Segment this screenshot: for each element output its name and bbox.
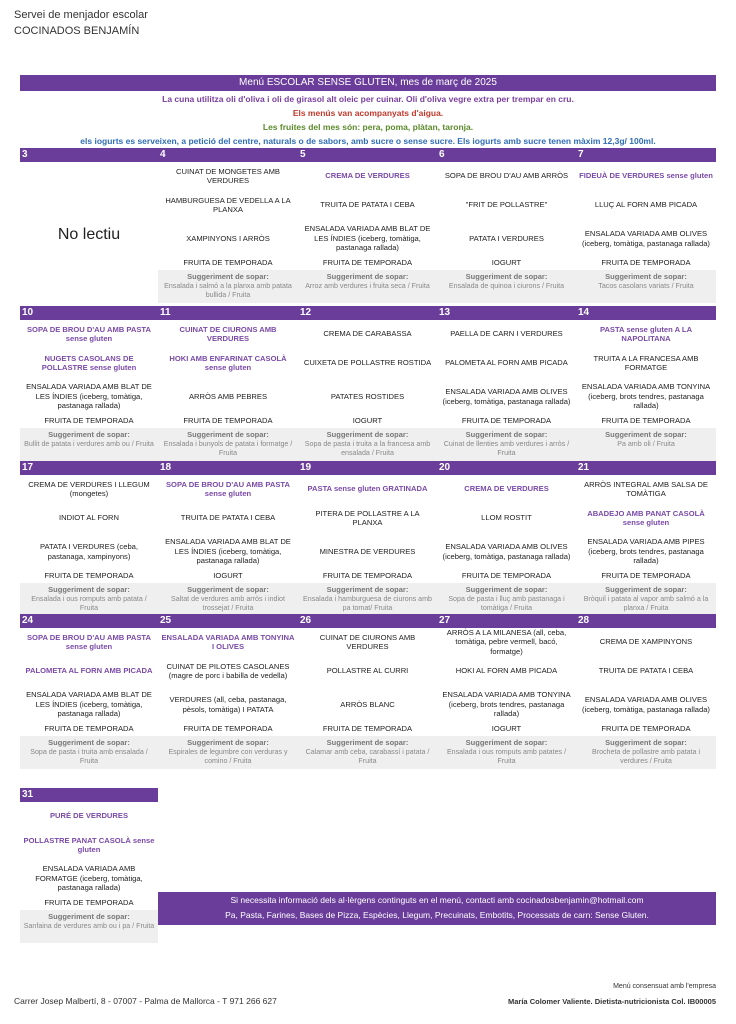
meal-course bbox=[300, 628, 435, 656]
meal-course bbox=[300, 348, 435, 378]
meal-course bbox=[160, 348, 296, 378]
meal-text: FRUITA DE TEMPORADA bbox=[44, 571, 134, 581]
meal-text: ARRÒS A LA MILANESA (all, ceba, tomàtiga, pebre vermell, bacó, formatge) bbox=[446, 627, 567, 656]
meal-course bbox=[578, 257, 714, 269]
meal-text: ENSALADA VARIADA AMB FORMATGE (iceberg, tomàtiga, pastanaga rallada) bbox=[35, 864, 143, 893]
meal-course bbox=[300, 656, 435, 686]
meal-text: ENSALADA VARIADA AMB BLAT DE LES ÍNDIES (iceberg, tomàtiga, pastanaga rallada) bbox=[26, 382, 152, 411]
meal-course bbox=[160, 378, 296, 415]
supper-suggestion bbox=[576, 270, 716, 303]
day-cell bbox=[298, 306, 437, 461]
day-number: 18 bbox=[160, 462, 172, 473]
day-number: 6 bbox=[439, 149, 445, 160]
meal-course bbox=[160, 220, 296, 257]
meal-course bbox=[22, 802, 156, 830]
supper-text: Ensalada de quinoa i ciurons / Fruita bbox=[448, 282, 565, 290]
supper-label: Suggeriment de sopar: bbox=[48, 912, 130, 921]
meal-course bbox=[22, 415, 156, 427]
meal-course bbox=[300, 220, 435, 257]
meal-course bbox=[439, 503, 574, 533]
note-line: els iogurts es serveixen, a petició del centre, naturals o de sabors, amb sucre o sense sucre. Els iogurts amb sucre tenen màxim 12,3g/ 100ml. bbox=[80, 136, 656, 146]
meal-course bbox=[160, 686, 296, 723]
service-title: Servei de menjador escolar bbox=[14, 9, 148, 21]
meal-text: CREMA DE VERDURES I LLEGUM (mongetes) bbox=[28, 479, 150, 498]
supper-label: Suggeriment de sopar: bbox=[326, 738, 409, 747]
supper-label: Suggeriment de sopar: bbox=[465, 430, 548, 439]
supper-suggestion bbox=[298, 270, 437, 303]
meal-course bbox=[439, 570, 574, 582]
day-number: 14 bbox=[578, 307, 590, 318]
meal-text: ENSALADA VARIADA AMB TONYINA (iceberg, brots tendres, pastanaga rallada) bbox=[581, 382, 711, 411]
meal-text: SOPA DE BROU D'AU AMB PASTA sense gluten bbox=[26, 632, 151, 651]
day-number: 26 bbox=[300, 615, 312, 626]
supper-suggestion bbox=[20, 910, 158, 943]
supper-suggestion bbox=[437, 736, 576, 769]
supper-label: Suggeriment de sopar: bbox=[465, 738, 548, 747]
meal-course bbox=[22, 830, 156, 860]
meal-text: FRUITA DE TEMPORADA bbox=[44, 724, 134, 734]
supper-suggestion bbox=[576, 583, 716, 616]
supper-suggestion bbox=[20, 736, 158, 769]
meal-text: PURÉ DE VERDURES bbox=[49, 811, 129, 821]
meal-course bbox=[160, 656, 296, 686]
meal-text: FRUITA DE TEMPORADA bbox=[322, 258, 413, 268]
day-number: 3 bbox=[22, 149, 28, 160]
supper-text: Espirales de legumbre con verduras y comino / Fruita bbox=[168, 748, 288, 765]
day-cell bbox=[437, 461, 576, 616]
meal-text: ENSALADA VARIADA AMB PIPES (iceberg, brots tendres, pastanaga rallada) bbox=[587, 537, 705, 566]
meal-course bbox=[439, 257, 574, 269]
meal-text: FRUITA DE TEMPORADA bbox=[44, 898, 134, 908]
meal-course bbox=[439, 320, 574, 348]
meal-course bbox=[578, 220, 714, 257]
day-cell bbox=[298, 148, 437, 303]
meal-text: FRUITA DE TEMPORADA bbox=[183, 416, 273, 426]
supper-label: Suggeriment de sopar: bbox=[326, 430, 409, 439]
meal-course bbox=[300, 257, 435, 269]
supper-label: Suggeriment de sopar: bbox=[187, 738, 269, 747]
meal-course bbox=[578, 162, 714, 190]
supper-suggestion bbox=[437, 428, 576, 461]
meal-text: CREMA DE CARABASSA bbox=[323, 329, 412, 339]
supper-suggestion bbox=[20, 583, 158, 616]
meal-text: FIDEUÀ DE VERDURES sense gluten bbox=[579, 171, 713, 181]
meal-text: TRUITA DE PATATA I CEBA bbox=[180, 513, 276, 523]
meal-text: FRUITA DE TEMPORADA bbox=[601, 258, 691, 268]
meal-text: ENSALADA VARIADA AMB BLAT DE LES ÍNDIES (iceberg, tomàtiga, pastanaga rallada) bbox=[26, 690, 152, 719]
meal-course bbox=[578, 533, 714, 570]
supper-text: Brocheta de pollastre amb patata i verdures / Fruita bbox=[591, 748, 701, 765]
meal-text: IOGURT bbox=[352, 416, 383, 426]
meal-course bbox=[578, 628, 714, 656]
meal-text: SOPA DE BROU D'AU AMB ARRÒS bbox=[444, 171, 569, 181]
supper-text: Saltat de verdures amb arròs i indiot trossejat / Fruita bbox=[171, 595, 285, 612]
meal-course bbox=[160, 257, 296, 269]
day-cell bbox=[20, 461, 158, 616]
day-cell bbox=[158, 461, 298, 616]
supper-text: Tacos casolans variats / Fruita bbox=[598, 282, 694, 290]
day-cell bbox=[576, 306, 716, 461]
meal-course bbox=[160, 190, 296, 220]
supper-text: Ensalada i hamburguesa de ciurons amb pa tomat/ Fruita bbox=[303, 595, 432, 612]
meal-course bbox=[578, 723, 714, 735]
meal-course bbox=[22, 378, 156, 415]
meal-text: PALOMETA AL FORN AMB PICADA bbox=[445, 358, 568, 368]
supper-text: Sopa de pasta i lluç amb pastanaga i tomàtiga / Fruita bbox=[448, 595, 565, 612]
day-cell bbox=[158, 306, 298, 461]
meal-course bbox=[300, 475, 435, 503]
meal-text: TRUITA A LA FRANCESA AMB FORMATGE bbox=[593, 353, 699, 372]
supper-text: Bullit de patata i verdures amb ou / Fruita bbox=[24, 440, 154, 448]
meal-text: ENSALADA VARIADA AMB OLIVES (iceberg, tomàtiga, pastanaga rallada) bbox=[582, 229, 710, 248]
meal-text: XAMPINYONS I ARRÒS bbox=[186, 233, 270, 243]
note-line: La cuna utilitza oli d'oliva i oli de girasol alt oleic per cuinar. Oli d'oliva vegre extra per trempar en cru. bbox=[162, 94, 574, 104]
supper-suggestion bbox=[576, 736, 716, 769]
day-number: 20 bbox=[439, 462, 451, 473]
footer-address: Carrer Josep Malbertí, 8 - 07007 - Palma de Mallorca - T 971 266 627 bbox=[14, 996, 277, 1006]
meal-course bbox=[439, 533, 574, 570]
meal-text: CUIXETA DE POLLASTRE ROSTIDA bbox=[303, 358, 432, 368]
meal-course bbox=[22, 475, 156, 503]
meal-course bbox=[22, 860, 156, 897]
day-number: 28 bbox=[578, 615, 590, 626]
supper-suggestion bbox=[437, 270, 576, 303]
meal-text: ENSALADA VARIADA AMB OLIVES (iceberg, tomàtiga, pastanaga rallada) bbox=[442, 542, 571, 561]
meal-course bbox=[578, 378, 714, 415]
meal-text: CREMA DE VERDURES bbox=[464, 484, 549, 494]
meal-text: FRUITA DE TEMPORADA bbox=[601, 724, 691, 734]
meal-course bbox=[578, 503, 714, 533]
meal-text: ARRÒS BLANC bbox=[340, 699, 395, 709]
meal-course bbox=[300, 723, 435, 735]
supper-label: Suggeriment de sopar: bbox=[465, 272, 548, 281]
meal-course bbox=[22, 628, 156, 656]
meal-text: IOGURT bbox=[213, 571, 243, 581]
supper-text: Ensalada i salmó a la planxa amb patata bullida / Fruita bbox=[164, 282, 292, 299]
meal-text: LLOM ROSTIT bbox=[481, 513, 532, 523]
supper-text: Sopa de pasta i truita amb ensalada / Fruita bbox=[30, 748, 148, 765]
supper-text: Sopa de pasta i truita a la francesa amb ensalada / Fruita bbox=[304, 440, 431, 457]
meal-text: TRUITA DE PATATA I CEBA bbox=[598, 666, 694, 676]
meal-course bbox=[160, 320, 296, 348]
supper-label: Suggeriment de sopar: bbox=[48, 430, 130, 439]
meal-course bbox=[439, 348, 574, 378]
day-number: 12 bbox=[300, 307, 312, 318]
no-lectiu-label: No lectiu bbox=[57, 226, 121, 243]
meal-course bbox=[578, 570, 714, 582]
supper-label: Suggeriment de sopar: bbox=[48, 585, 130, 594]
meal-course bbox=[300, 570, 435, 582]
week-row bbox=[20, 461, 716, 616]
supper-text: Sanfaina de verdures amb ou i pa / Fruita bbox=[23, 922, 155, 930]
allergen-contact: Si necessita informació dels al·lèrgens continguts en el menú, contacti amb cocinadosbenjamin@hotmail.com bbox=[230, 895, 644, 905]
meal-text: HOKI AMB ENFARINAT CASOLÀ sense gluten bbox=[169, 353, 287, 372]
meal-course bbox=[439, 220, 574, 257]
supper-label: Suggeriment de sopar: bbox=[326, 272, 409, 281]
meal-text: POLLASTRE AL CURRI bbox=[326, 666, 409, 676]
meal-text: INDIOT AL FORN bbox=[59, 513, 119, 523]
meal-text: ABADEJO AMB PANAT CASOLÀ sense gluten bbox=[587, 508, 705, 527]
meal-text: ARRÒS AMB PEBRES bbox=[188, 391, 268, 401]
meal-text: ENSALADA VARIADA AMB OLIVES (iceberg, tomàtiga, pastanaga rallada) bbox=[442, 387, 571, 406]
meal-text: IOGURT bbox=[491, 724, 522, 734]
supper-suggestion bbox=[20, 428, 158, 461]
meal-text: ENSALADA VARIADA AMB BLAT DE LES ÍNDIES (iceberg, tomàtiga, pastanaga rallada) bbox=[165, 537, 291, 566]
week-row bbox=[20, 148, 716, 303]
meal-course bbox=[22, 533, 156, 570]
meal-text: HOKI AL FORN AMB PICADA bbox=[455, 666, 558, 676]
day-cell bbox=[20, 788, 158, 943]
meal-course bbox=[300, 320, 435, 348]
supper-suggestion bbox=[298, 736, 437, 769]
meal-text: FRUITA DE TEMPORADA bbox=[183, 258, 273, 268]
supper-suggestion bbox=[298, 428, 437, 461]
meal-course bbox=[439, 475, 574, 503]
allergen-info-box bbox=[158, 892, 716, 925]
day-cell bbox=[20, 306, 158, 461]
supper-text: Ensalada i ous romputs amb patates / Fruita bbox=[446, 748, 567, 765]
footer-dietitian: María Colomer Valiente. Dietista-nutricionista Col. IB00005 bbox=[508, 997, 716, 1006]
supper-text: Cuinat de llenties amb verdures i arròs / Fruita bbox=[443, 440, 570, 457]
day-number: 7 bbox=[578, 149, 584, 160]
meal-course bbox=[439, 656, 574, 686]
day-number: 17 bbox=[22, 462, 34, 473]
meal-course bbox=[160, 533, 296, 570]
supper-label: Suggeriment de sopar: bbox=[187, 272, 269, 281]
meal-text: SOPA DE BROU D'AU AMB PASTA sense gluten bbox=[165, 479, 290, 498]
supper-text: Ensalada i ous romputs amb patata / Fruita bbox=[31, 595, 147, 612]
day-cell bbox=[298, 614, 437, 769]
menu-banner: Menú ESCOLAR SENSE GLUTEN, mes de març de 2025 bbox=[20, 75, 716, 91]
meal-course bbox=[439, 628, 574, 656]
day-number: 10 bbox=[22, 307, 34, 318]
meal-course bbox=[578, 415, 714, 427]
meal-course bbox=[160, 628, 296, 656]
meal-course bbox=[300, 533, 435, 570]
day-cell bbox=[437, 148, 576, 303]
supper-suggestion bbox=[576, 428, 716, 461]
meal-course bbox=[160, 723, 296, 735]
day-number: 24 bbox=[22, 615, 34, 626]
meal-text: ARRÒS INTEGRAL AMB SALSA DE TOMÀTIGA bbox=[584, 479, 708, 498]
supper-suggestion bbox=[158, 428, 298, 461]
meal-text: ENSALADA VARIADA AMB OLIVES (iceberg, tomàtiga, pastanaga rallada) bbox=[582, 695, 710, 714]
meal-text: NUGETS CASOLANS DE POLLASTRE sense gluten bbox=[41, 353, 137, 372]
supper-label: Suggeriment de sopar: bbox=[605, 272, 687, 281]
supper-label: Suggeriment de sopar: bbox=[605, 585, 687, 594]
supper-label: Suggeriment de sopar: bbox=[605, 738, 687, 747]
supper-suggestion bbox=[158, 736, 298, 769]
week-row bbox=[20, 614, 716, 769]
day-cell bbox=[576, 461, 716, 616]
meal-text: HAMBURGUESA DE VEDELLA A LA PLANXA bbox=[165, 195, 291, 214]
meal-course bbox=[160, 475, 296, 503]
meal-course bbox=[439, 686, 574, 723]
meal-text: CUINAT DE MONGETES AMB VERDURES bbox=[176, 166, 280, 185]
meal-course bbox=[439, 378, 574, 415]
meal-course bbox=[578, 348, 714, 378]
meal-text: "FRIT DE POLLASTRE" bbox=[465, 200, 548, 210]
meal-course bbox=[22, 348, 156, 378]
meal-course bbox=[160, 570, 296, 582]
meal-text: FRUITA DE TEMPORADA bbox=[322, 571, 413, 581]
meal-course bbox=[22, 897, 156, 909]
meal-text: CREMA DE VERDURES bbox=[325, 171, 410, 181]
meal-text: FRUITA DE TEMPORADA bbox=[461, 416, 552, 426]
supper-text: Ensalada i bunyols de patata i formatge / Fruita bbox=[163, 440, 293, 457]
meal-course bbox=[300, 190, 435, 220]
meal-text: FRUITA DE TEMPORADA bbox=[461, 571, 552, 581]
meal-course bbox=[578, 190, 714, 220]
meal-text: FRUITA DE TEMPORADA bbox=[183, 724, 273, 734]
meal-text: FRUITA DE TEMPORADA bbox=[601, 571, 691, 581]
meal-course bbox=[22, 656, 156, 686]
meal-text: MINESTRA DE VERDURES bbox=[319, 546, 416, 556]
supper-text: Pa amb oli / Fruita bbox=[617, 440, 675, 448]
note-line: Les fruites del mes són: pera, poma, plàtan, taronja. bbox=[262, 122, 474, 132]
day-number: 21 bbox=[578, 462, 590, 473]
meal-course bbox=[300, 162, 435, 190]
meal-course bbox=[578, 475, 714, 503]
meal-course bbox=[439, 190, 574, 220]
meal-text: FRUITA DE TEMPORADA bbox=[44, 416, 134, 426]
day-number: 5 bbox=[300, 149, 306, 160]
meal-text: PATATA I VERDURES (ceba, pastanaga, xampinyons) bbox=[39, 542, 139, 561]
supper-text: Calamar amb ceba, carabassí i patata / Fruita bbox=[305, 748, 430, 765]
meal-text: CUINAT DE CIURONS AMB VERDURES bbox=[319, 632, 416, 651]
supper-suggestion bbox=[158, 583, 298, 616]
meal-course bbox=[300, 378, 435, 415]
meal-text: PAELLA DE CARN I VERDURES bbox=[450, 329, 563, 339]
day-cell bbox=[576, 614, 716, 769]
meal-course bbox=[22, 686, 156, 723]
meal-text: CUINAT DE PILOTES CASOLANES (magre de porc i babilla de vedella) bbox=[166, 661, 290, 680]
footer-consensus: Menú consensuat amb l'empresa bbox=[613, 983, 716, 990]
day-cell bbox=[158, 614, 298, 769]
note-line: Els menús van acompanyats d'aigua. bbox=[292, 108, 444, 118]
day-cell bbox=[437, 306, 576, 461]
supper-label: Suggeriment de sopar: bbox=[605, 430, 687, 439]
day-cell bbox=[437, 614, 576, 769]
meal-text: FRUITA DE TEMPORADA bbox=[601, 416, 691, 426]
supper-suggestion bbox=[437, 583, 576, 616]
meal-course bbox=[439, 162, 574, 190]
day-cell bbox=[298, 461, 437, 616]
day-number: 13 bbox=[439, 307, 451, 318]
meal-course bbox=[22, 570, 156, 582]
meal-text: LLUÇ AL FORN AMB PICADA bbox=[594, 200, 698, 210]
meal-course bbox=[22, 503, 156, 533]
meal-text: FRUITA DE TEMPORADA bbox=[322, 724, 413, 734]
meal-text: IOGURT bbox=[491, 258, 522, 268]
meal-course bbox=[160, 415, 296, 427]
day-cell bbox=[576, 148, 716, 303]
supper-text: Arroz amb verdures i fruita seca / Fruita bbox=[305, 282, 430, 290]
week-row bbox=[20, 306, 716, 461]
meal-text: VERDURES (all, ceba, pastanaga, pèsols, tomàtiga) I PATATA bbox=[169, 695, 287, 714]
meal-course bbox=[160, 503, 296, 533]
meal-text: CREMA DE XAMPINYONS bbox=[599, 637, 693, 647]
gluten-free-note: Pa, Pasta, Farines, Bases de Pizza, Espècies, Llegum, Precuinats, Embotits, Processats de carn: Sense Gluten. bbox=[225, 910, 649, 920]
day-number: 25 bbox=[160, 615, 172, 626]
day-number: 11 bbox=[160, 307, 171, 318]
day-number: 4 bbox=[160, 149, 166, 160]
supper-suggestion bbox=[298, 583, 437, 616]
supper-suggestion bbox=[158, 270, 298, 303]
day-number: 27 bbox=[439, 615, 451, 626]
meal-text: PASTA sense gluten A LA NAPOLITANA bbox=[599, 324, 693, 343]
day-cell bbox=[20, 614, 158, 769]
meal-text: TRUITA DE PATATA I CEBA bbox=[320, 200, 415, 210]
meal-course bbox=[578, 656, 714, 686]
meal-text: ENSALADA VARIADA AMB BLAT DE LES ÍNDIES (iceberg, tomàtiga, pastanaga rallada) bbox=[304, 224, 431, 253]
meal-text: ENSALADA VARIADA AMB TONYINA I OLIVES bbox=[161, 632, 295, 651]
meal-course bbox=[22, 723, 156, 735]
meal-course bbox=[300, 686, 435, 723]
meal-text: PASTA sense gluten GRATINADA bbox=[307, 484, 428, 494]
meal-text: SOPA DE BROU D'AU AMB PASTA sense gluten bbox=[26, 324, 151, 343]
meal-course bbox=[439, 723, 574, 735]
supper-label: Suggeriment de sopar: bbox=[465, 585, 548, 594]
day-number: 31 bbox=[22, 789, 34, 800]
meal-text: PALOMETA AL FORN AMB PICADA bbox=[25, 666, 153, 676]
meal-course bbox=[22, 320, 156, 348]
day-cell bbox=[20, 148, 158, 303]
supper-label: Suggeriment de sopar: bbox=[187, 430, 269, 439]
supper-label: Suggeriment de sopar: bbox=[187, 585, 269, 594]
meal-course bbox=[300, 503, 435, 533]
meal-text: CUINAT DE CIURONS AMB VERDURES bbox=[179, 324, 277, 343]
meal-text: ENSALADA VARIADA AMB TONYINA (iceberg, brots tendres, pastanaga rallada) bbox=[442, 690, 571, 719]
meal-course bbox=[300, 415, 435, 427]
meal-text: PATATES ROSTIDES bbox=[330, 391, 405, 401]
meal-course bbox=[160, 162, 296, 190]
supper-label: Suggeriment de sopar: bbox=[326, 585, 409, 594]
day-number: 19 bbox=[300, 462, 312, 473]
meal-course bbox=[578, 320, 714, 348]
meal-course bbox=[439, 415, 574, 427]
meal-text: PITERA DE POLLASTRE A LA PLANXA bbox=[315, 508, 420, 527]
meal-text: PATATA I VERDURES bbox=[469, 233, 544, 243]
company-name: COCINADOS BENJAMÍN bbox=[14, 25, 140, 37]
supper-label: Suggeriment de sopar: bbox=[48, 738, 130, 747]
meal-course bbox=[578, 686, 714, 723]
supper-text: Bròquil i patata al vapor amb salmó a la planxa / Fruita bbox=[583, 595, 709, 612]
day-cell bbox=[158, 148, 298, 303]
meal-text: POLLASTRE PANAT CASOLÀ sense gluten bbox=[23, 835, 155, 854]
